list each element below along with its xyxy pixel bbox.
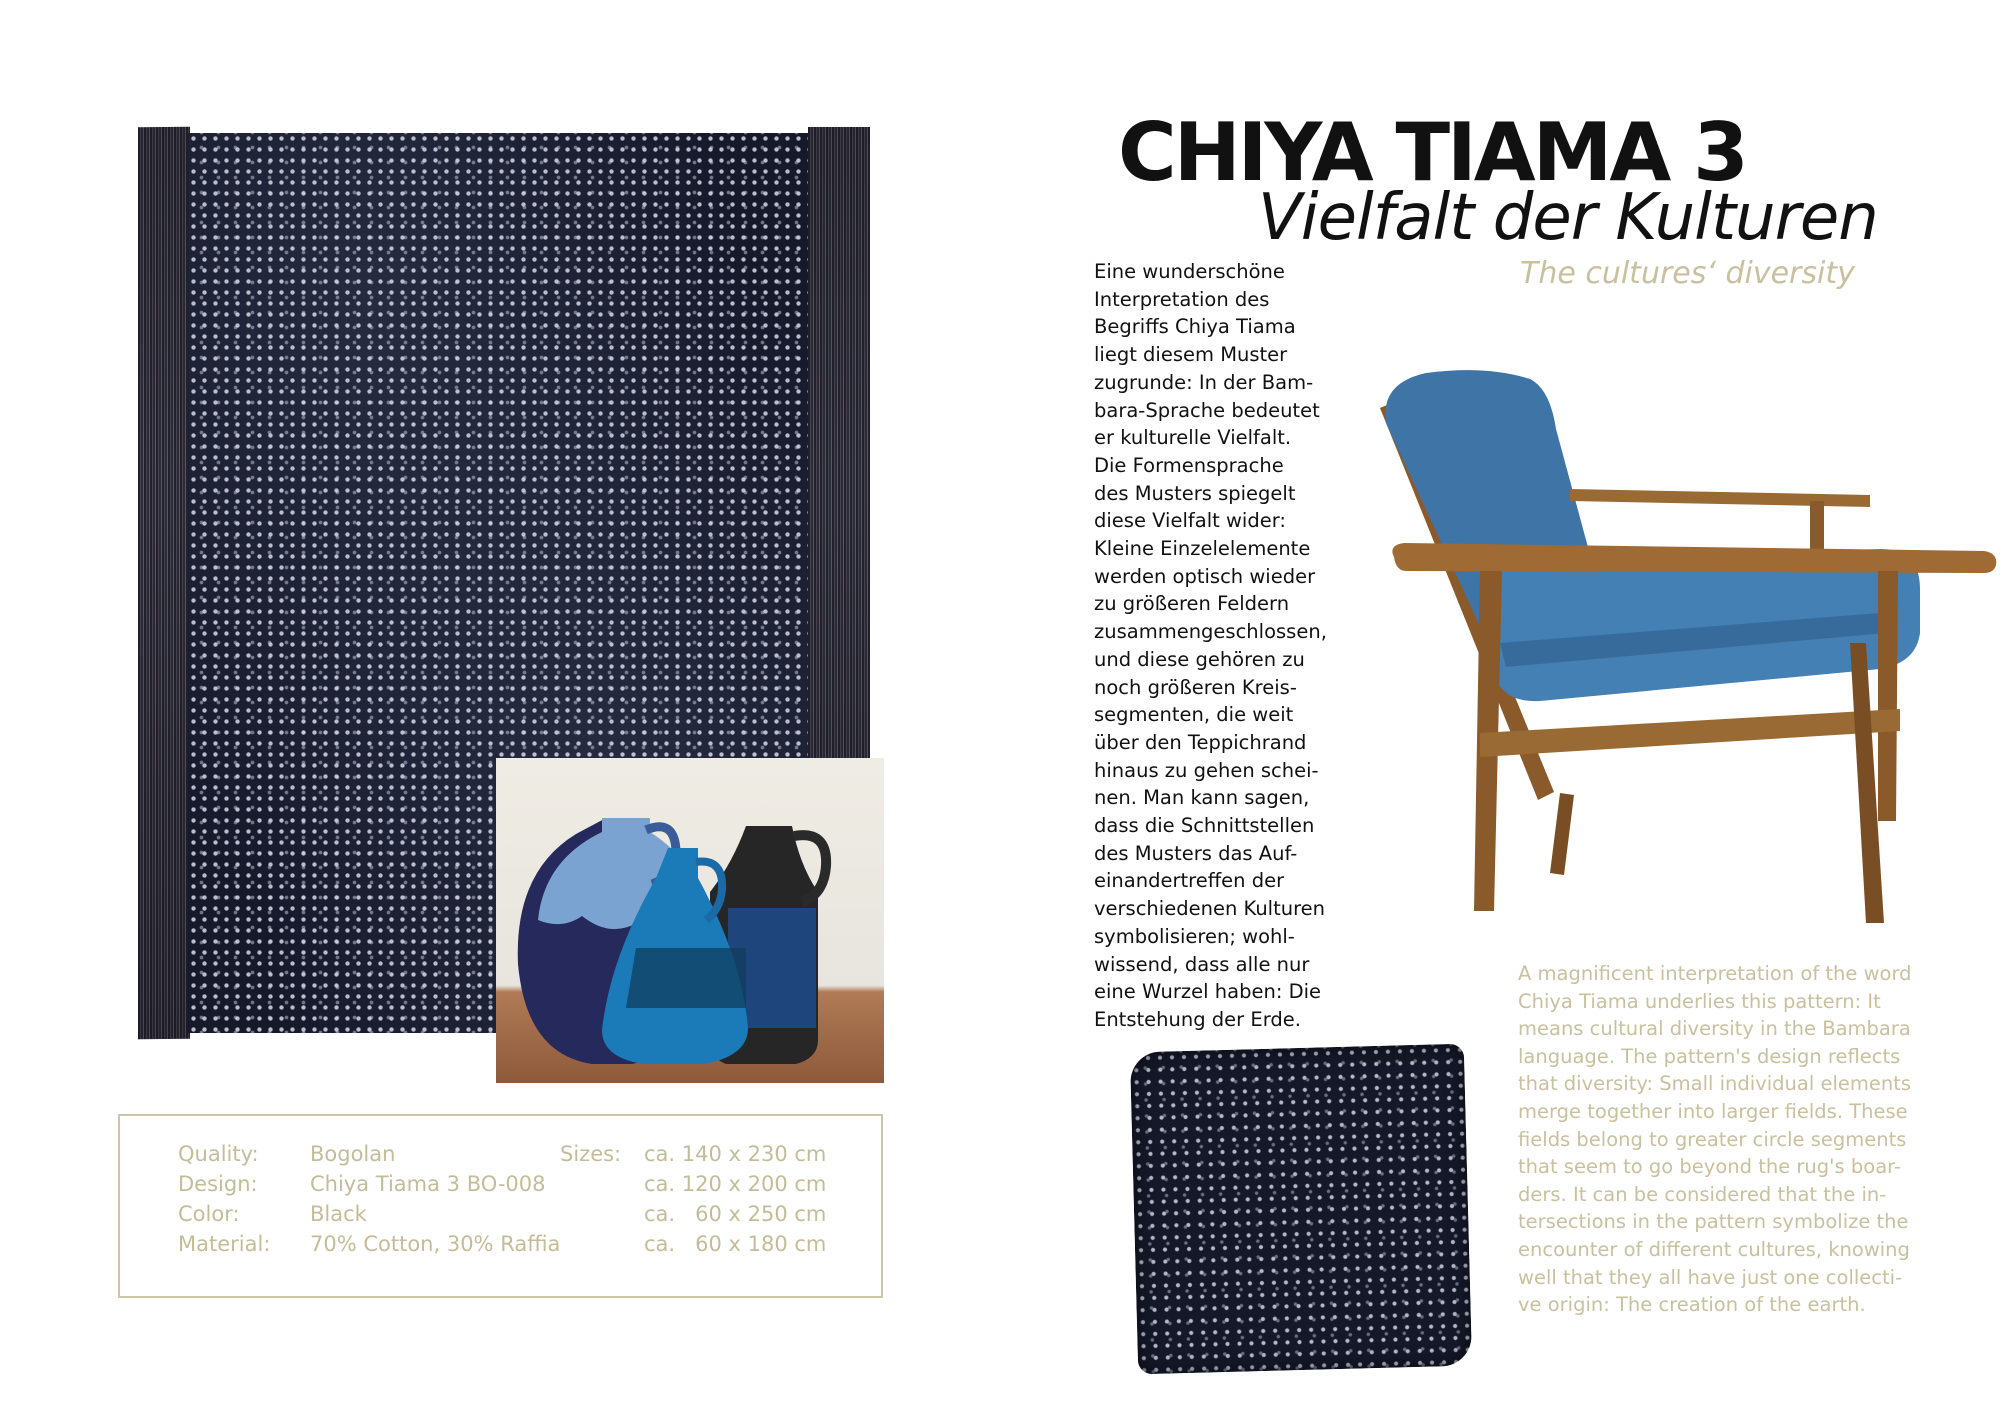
vases-photo: [496, 758, 884, 1083]
description-line: hinaus zu gehen schei-: [1094, 758, 1319, 782]
description-line: nen. Man kann sagen,: [1094, 786, 1310, 810]
design-value: Chiya Tiama 3 BO-008: [310, 1172, 546, 1196]
description-line: Interpretation des: [1094, 287, 1270, 311]
description-line: zugrunde: In der Bam-: [1094, 370, 1314, 394]
description-line: tersections in the pattern symbolize the: [1518, 1210, 1909, 1234]
description-line: that diversity: Small individual elements: [1518, 1072, 1912, 1096]
armchair-photo: [1330, 313, 2008, 938]
description-line: liegt diesem Muster: [1094, 343, 1288, 367]
description-line: encounter of different cultures, knowing: [1518, 1237, 1910, 1261]
description-line: diese Vielfalt wider:: [1094, 509, 1286, 533]
description-line: segmenten, die weit: [1094, 703, 1294, 727]
description-line: dass die Schnittstellen: [1094, 814, 1315, 838]
description-line: A magnificent interpretation of the word: [1518, 962, 1912, 985]
size-value: ca. 140 x 230 cm: [644, 1142, 827, 1166]
description-line: eine Wurzel haben: Die: [1094, 980, 1322, 1004]
description-line: that seem to go beyond the rug's boar-: [1518, 1155, 1901, 1179]
description-line: Entstehung der Erde.: [1094, 1007, 1301, 1031]
description-line: und diese gehören zu: [1094, 647, 1305, 671]
description-line: merge together into larger fields. These: [1518, 1099, 1908, 1123]
description-line: ders. It can be considered that the in-: [1518, 1182, 1887, 1206]
description-line: werden optisch wieder: [1094, 564, 1316, 588]
description-line: ve origin: The creation of the earth.: [1518, 1293, 1866, 1317]
description-line: Eine wunderschöne: [1094, 260, 1285, 283]
description-german: [1094, 258, 1334, 1034]
quality-label: Quality:: [178, 1142, 259, 1166]
description-line: zu größeren Feldern: [1094, 592, 1290, 616]
description-line: des Musters spiegelt: [1094, 481, 1296, 505]
pillow-photo: [1128, 1040, 1478, 1380]
description-line: zusammengeschlossen,: [1094, 620, 1327, 644]
description-line: über den Teppichrand: [1094, 730, 1307, 754]
size-value: ca. 120 x 200 cm: [644, 1172, 827, 1196]
size-value: ca. 60 x 250 cm: [644, 1202, 827, 1226]
description-line: Die Formensprache: [1094, 453, 1284, 477]
description-line: Kleine Einzelelemente: [1094, 537, 1311, 561]
color-label: Color:: [178, 1202, 240, 1226]
description-line: well that they all have just one collecti-: [1518, 1265, 1903, 1289]
sizes-label: Sizes:: [560, 1142, 622, 1166]
description-line: means cultural diversity in the Bambara: [1518, 1017, 1911, 1041]
material-label: Material:: [178, 1232, 271, 1256]
description-line: fields belong to greater circle segments: [1518, 1127, 1907, 1151]
subtitle-english: The cultures‘ diversity: [1520, 256, 1855, 291]
color-value: Black: [310, 1202, 367, 1226]
pillow-pattern: [1130, 1044, 1472, 1375]
description-line: er kulturelle Vielfalt.: [1094, 426, 1292, 450]
description-line: Chiya Tiama underlies this pattern: It: [1518, 989, 1881, 1013]
description-line: Begriffs Chiya Tiama: [1094, 315, 1296, 339]
rug-fringe-left: [138, 127, 190, 1039]
description-line: noch größeren Kreis-: [1094, 675, 1297, 699]
subtitle-german: Vielfalt der Kulturen: [1258, 181, 1878, 255]
description-line: bara-Sprache bedeutet: [1094, 398, 1320, 422]
quality-value: Bogolan: [310, 1142, 396, 1166]
description-line: verschiedenen Kulturen: [1094, 897, 1326, 921]
size-value: ca. 60 x 180 cm: [644, 1232, 827, 1256]
description-line: einandertreffen der: [1094, 869, 1285, 893]
page-title: CHIYA TIAMA 3: [1118, 106, 1746, 199]
description-line: des Musters das Auf-: [1094, 841, 1298, 865]
design-label: Design:: [178, 1172, 258, 1196]
material-value: 70% Cotton, 30% Raffia: [310, 1232, 561, 1256]
description-line: symbolisieren; wohl-: [1094, 924, 1295, 948]
description-english: [1518, 960, 1918, 1319]
description-line: wissend, dass alle nur: [1094, 952, 1310, 976]
description-line: language. The pattern's design reflects: [1518, 1044, 1901, 1068]
